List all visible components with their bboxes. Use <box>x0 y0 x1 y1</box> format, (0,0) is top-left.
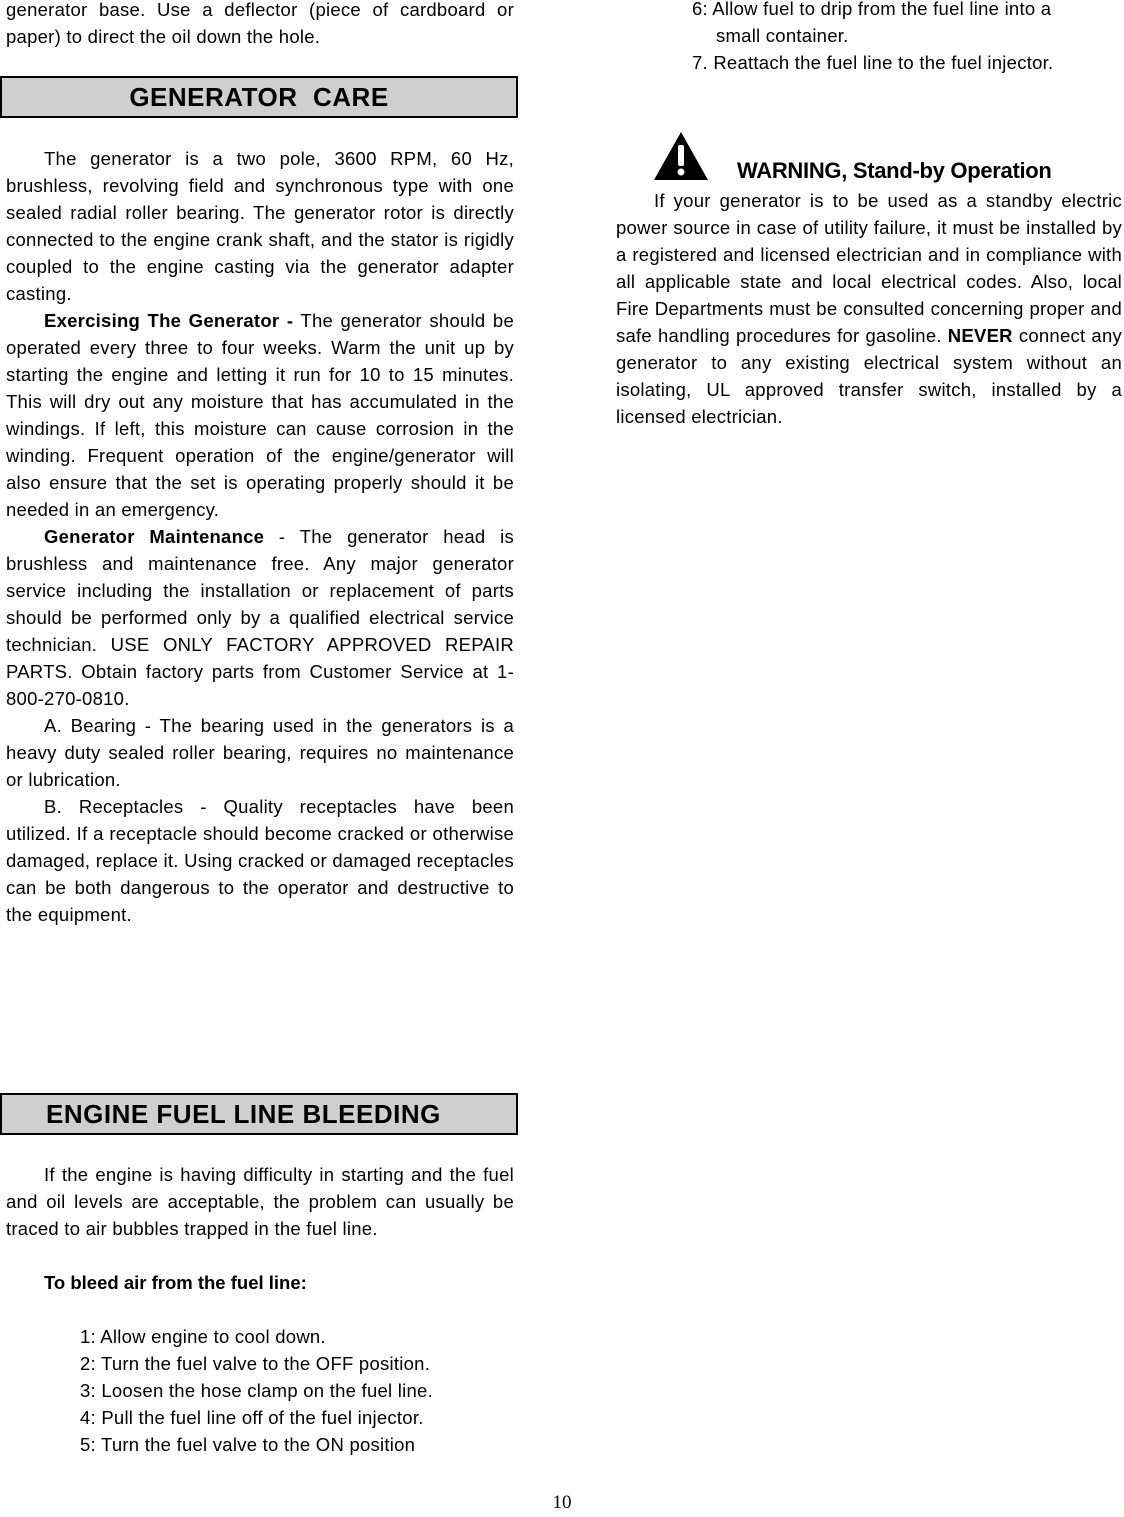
bleed-steps-continued <box>692 0 1122 76</box>
generator-care-title: GENERATOR CARE <box>129 82 389 112</box>
bleeding-intro-paragraph: If the engine is having difficulty in starting and the fuel and oil levels are acceptable, the problem can usually be traced to air bubbles trapped in the fuel line. <box>6 1164 514 1239</box>
bleed-procedure-heading: To bleed air from the fuel line: <box>44 1272 307 1293</box>
generator-care-body <box>6 145 514 928</box>
receptacles-paragraph: B. Receptacles - Quality receptacles have been utilized. If a receptacle should become cracked or otherwise damaged, replace it. Using cracked or damaged receptacles can be both dangerous to the operator and destructive to the equipment. <box>6 796 514 925</box>
page-number: 10 <box>552 1492 572 1513</box>
exercising-text: The generator should be operated every three to four weeks. Warm the unit up by starting the engine and letting it run for 10 to 15 minutes. This will dry out any moisture that has accumulated in the windings. If left, this moisture can cause corrosion in the winding. Frequent operation of the engine/generator will also ensure that the set is operating properly should it be needed in an emergency. <box>6 310 515 520</box>
intro-paragraph: generator base. Use a deflector (piece of cardboard or paper) to direct the oil down the hole. <box>6 0 514 47</box>
warning-text-1: If your generator is to be used as a standby electric power source in case of utility failure, it must be installed by a registered and licensed electrician and in compliance with all applicable state and local electrical codes. Also, local Fire Departments must be consulted concerning proper and safe handling procedures for gasoline. <box>616 190 1122 346</box>
warning-never: NEVER <box>947 325 1013 346</box>
maintenance-paragraph <box>6 523 514 712</box>
generator-care-banner <box>0 76 518 118</box>
warning-title: WARNING, Stand-by Operation <box>737 158 1052 183</box>
maintenance-text: - The generator head is brushless and maintenance free. Any major generator service including the installation or replacement of parts should be performed only by a qualified electrical service technician. USE ONLY FACTORY APPROVED REPAIR PARTS. Obtain factory parts from Customer Service at 1-800-270-0810. <box>6 526 514 709</box>
fuel-line-bleeding-body <box>6 1161 514 1458</box>
warning-text-2: connect any generator to any existing electrical system without an isolating, UL approved transfer switch, installed by a licensed electrician. <box>616 325 1122 427</box>
maintenance-label: Generator Maintenance <box>44 526 265 547</box>
fuel-line-bleeding-title: ENGINE FUEL LINE BLEEDING <box>46 1099 441 1129</box>
list-item: 2: Turn the fuel valve to the OFF position. <box>80 1353 431 1374</box>
list-item: 1: Allow engine to cool down. <box>80 1326 326 1347</box>
bearing-paragraph: A. Bearing - The bearing used in the generators is a heavy duty sealed roller bearing, requires no maintenance or lubrication. <box>6 715 514 790</box>
warning-triangle-icon <box>652 130 710 182</box>
care-paragraph: The generator is a two pole, 3600 RPM, 60 Hz, brushless, revolving field and synchronous type with one sealed radial roller bearing. The generator rotor is directly connected to the engine crank shaft, and the stator is rigidly coupled to the engine casting via the generator adapter casting. <box>6 148 514 304</box>
list-item: 7. Reattach the fuel line to the fuel injector. <box>692 52 1054 73</box>
list-item: 3: Loosen the hose clamp on the fuel line. <box>80 1380 433 1401</box>
exercising-paragraph <box>6 307 514 523</box>
exercising-label: Exercising The Generator - <box>44 310 294 331</box>
fuel-line-bleeding-banner <box>0 1093 518 1135</box>
list-item: small container. <box>716 25 849 46</box>
bleed-steps-list <box>6 1323 514 1458</box>
list-item: 4: Pull the fuel line off of the fuel injector. <box>80 1407 424 1428</box>
list-item: 6: Allow fuel to drip from the fuel line into a <box>692 0 1052 19</box>
warning-paragraph <box>616 187 1122 430</box>
list-item: 5: Turn the fuel valve to the ON position <box>80 1434 416 1455</box>
